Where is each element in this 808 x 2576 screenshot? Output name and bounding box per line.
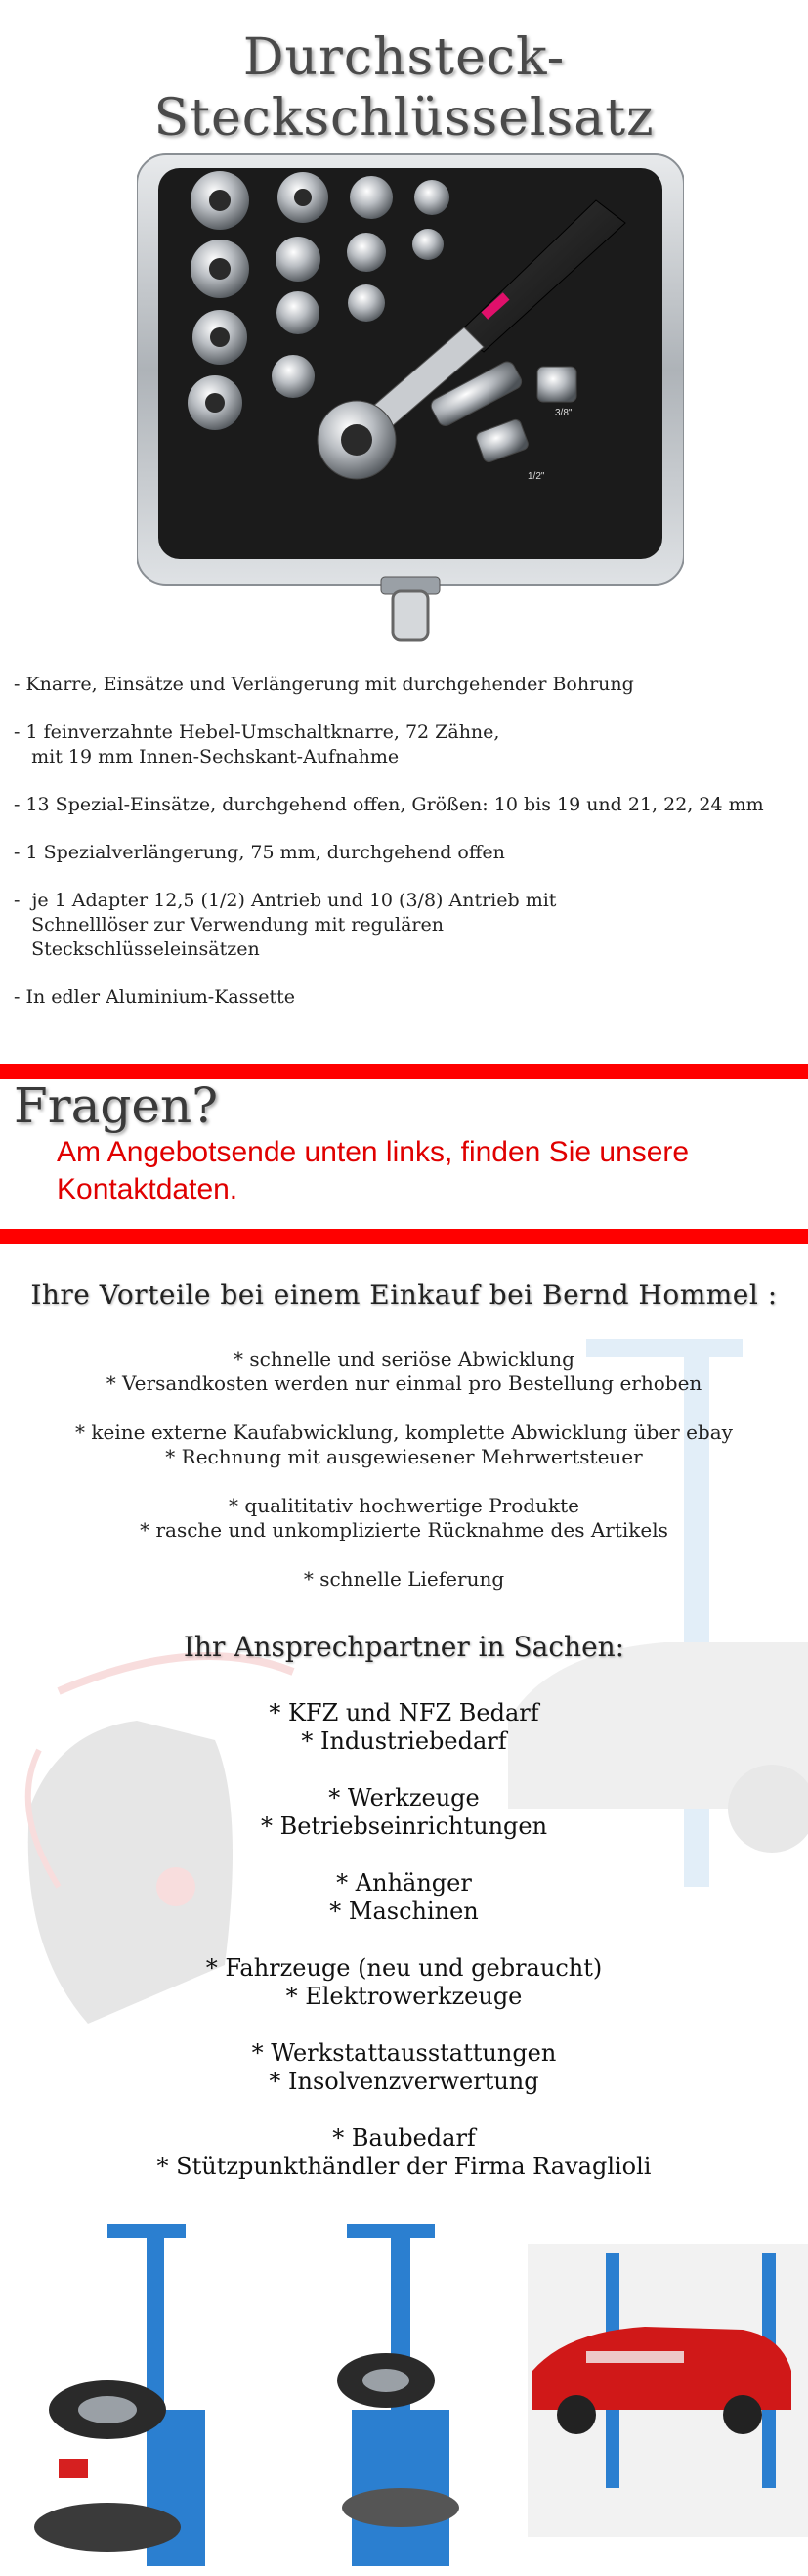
contact-item: * Betriebseinrichtungen xyxy=(260,1812,548,1840)
divider-red-bottom xyxy=(0,1229,808,1244)
feature-item: - 1 Spezialverlängerung, 75 mm, durchgehend offen xyxy=(14,842,505,863)
feature-item: - 1 feinverzahnte Hebel-Umschaltknarre, 72 Zähne, mit 19 mm Innen-Sechskant-Aufnahme xyxy=(14,721,500,767)
bottom-photo-strip xyxy=(0,2214,808,2576)
contact-item: * Insolvenzverwertung xyxy=(269,2068,539,2095)
adapter-label-38: 3/8" xyxy=(555,408,573,418)
advantages-group xyxy=(0,1420,808,1469)
socket-set-case-image xyxy=(137,147,684,645)
contact-group xyxy=(0,2124,808,2181)
feature-item: - Knarre, Einsätze und Verlängerung mit durchgehender Bohrung xyxy=(14,674,634,695)
questions-heading: Fragen? xyxy=(14,1077,219,1134)
advantage-item: * Rechnung mit ausgewiesener Mehrwertsteuer xyxy=(165,1445,643,1468)
contact-item: * Baubedarf xyxy=(332,2124,476,2152)
advantages-group xyxy=(0,1347,808,1396)
contact-item: * KFZ und NFZ Bedarf xyxy=(269,1699,539,1726)
contact-item: * Werkstattausstattungen xyxy=(251,2039,557,2067)
feature-list xyxy=(14,673,795,1033)
contact-list xyxy=(0,1699,808,2209)
advantage-item: * keine externe Kaufabwicklung, komplette Abwicklung über ebay xyxy=(75,1420,733,1444)
contact-group xyxy=(0,1699,808,1756)
advantage-item: * Versandkosten werden nur einmal pro Bestellung erhoben xyxy=(106,1372,702,1395)
tire-changer-machine-2-photo xyxy=(337,2224,459,2566)
contact-item: * Industriebedarf xyxy=(301,1727,507,1755)
advantages-group xyxy=(0,1567,808,1592)
feature-item: - je 1 Adapter 12,5 (1/2) Antrieb und 10 (3/8) Antrieb mit Schnelllöser zur Verwendung mit regulären Steckschlüsseleinsätzen xyxy=(14,890,557,960)
contact-heading: Ihr Ansprechpartner in Sachen: xyxy=(183,1631,625,1663)
advantage-item: * qualititativ hochwertige Produkte xyxy=(229,1494,579,1517)
feature-item: - In edler Aluminium-Kassette xyxy=(14,986,295,1008)
tire-changer-machine-photo xyxy=(34,2224,205,2566)
advantages-group xyxy=(0,1494,808,1543)
contact-group xyxy=(0,2039,808,2096)
questions-text: Am Angebotsende unten links, finden Sie unsere Kontaktdaten. xyxy=(57,1136,690,1205)
contact-group xyxy=(0,1869,808,1926)
advantages-heading: Ihre Vorteile bei einem Einkauf bei Bernd Hommel : xyxy=(30,1279,778,1311)
contact-item: * Werkzeuge xyxy=(328,1784,480,1812)
advantages-list xyxy=(0,1347,808,1616)
adapter-label-12: 1/2" xyxy=(528,471,545,482)
contact-group xyxy=(0,1784,808,1841)
contact-item: * Anhänger xyxy=(336,1869,472,1897)
case-latch xyxy=(381,577,440,640)
contact-item: * Elektrowerkzeuge xyxy=(285,1983,523,2010)
contact-group xyxy=(0,1954,808,2011)
contact-item: * Fahrzeuge (neu und gebraucht) xyxy=(205,1954,603,1982)
advantage-item: * schnelle Lieferung xyxy=(303,1567,505,1591)
advantage-item: * rasche und unkomplizierte Rücknahme des Artikels xyxy=(140,1518,668,1542)
title-line-1: Durchsteck-Steckschlüsselsatz xyxy=(153,28,655,148)
feature-item: - 13 Spezial-Einsätze, durchgehend offen, Größen: 10 bis 19 und 21, 22, 24 mm xyxy=(14,794,764,815)
car-lift-with-red-sportscar-photo xyxy=(528,2244,808,2537)
contact-item: * Stützpunkthändler der Firma Ravaglioli xyxy=(156,2153,652,2180)
contact-item: * Maschinen xyxy=(329,1898,479,1925)
advantage-item: * schnelle und seriöse Abwicklung xyxy=(234,1347,574,1371)
